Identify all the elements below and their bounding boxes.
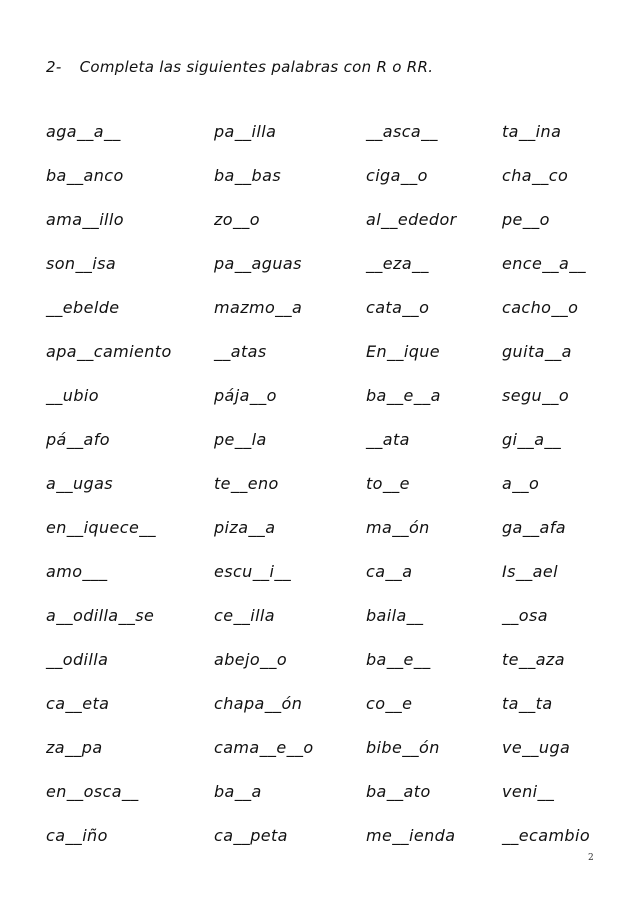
word-item: apa__camiento: [46, 342, 172, 361]
word-item: a__ugas: [46, 474, 114, 493]
word-item: ce__illa: [214, 606, 275, 625]
word-item: veni__: [502, 782, 555, 801]
word-item: ba__e__: [366, 650, 431, 669]
word-item: co__e: [366, 694, 413, 713]
word-item: __atas: [214, 342, 267, 361]
word-item: ga__afa: [502, 518, 567, 537]
word-item: en__osca__: [46, 782, 139, 801]
word-item: pa__aguas: [214, 254, 302, 273]
word-item: son__isa: [46, 254, 117, 273]
word-item: escu__i__: [214, 562, 292, 581]
word-item: ca__a: [366, 562, 413, 581]
word-item: En__ique: [366, 342, 441, 361]
word-item: ba__a: [214, 782, 262, 801]
word-item: ca__peta: [214, 826, 288, 845]
word-item: za__pa: [46, 738, 103, 757]
word-item: cata__o: [366, 298, 430, 317]
word-item: gi__a__: [502, 430, 562, 449]
word-item: aga__a__: [46, 122, 121, 141]
word-item: ama__illo: [46, 210, 124, 229]
word-item: ma__ón: [366, 518, 430, 537]
word-row: [0, 338, 638, 366]
word-item: cha__co: [502, 166, 569, 185]
word-row: [0, 734, 638, 762]
word-item: __eza__: [366, 254, 429, 273]
word-item: __ebelde: [46, 298, 120, 317]
exercise-instruction-text: Completa las siguientes palabras con R o RR.: [79, 58, 434, 76]
word-row: [0, 558, 638, 586]
word-item: __ata: [366, 430, 410, 449]
word-item: __ecambio: [502, 826, 591, 845]
word-item: ba__anco: [46, 166, 124, 185]
word-row: [0, 162, 638, 190]
word-row: [0, 118, 638, 146]
word-item: me__ienda: [366, 826, 456, 845]
word-item: ba__bas: [214, 166, 282, 185]
word-item: chapa__ón: [214, 694, 303, 713]
word-item: amo___: [46, 562, 108, 581]
word-row: [0, 250, 638, 278]
word-item: cama__e__o: [214, 738, 314, 757]
word-row: [0, 690, 638, 718]
word-item: pa__illa: [214, 122, 277, 141]
word-item: en__iquece__: [46, 518, 157, 537]
word-item: ca__eta: [46, 694, 110, 713]
page-number: 2: [588, 853, 594, 863]
word-row: [0, 294, 638, 322]
word-row: [0, 646, 638, 674]
word-item: bibe__ón: [366, 738, 440, 757]
word-row: [0, 822, 638, 850]
word-item: ta__ta: [502, 694, 553, 713]
word-item: al__ededor: [366, 210, 457, 229]
word-item: te__aza: [502, 650, 565, 669]
word-item: ciga__o: [366, 166, 428, 185]
word-item: cacho__o: [502, 298, 579, 317]
word-row: [0, 426, 638, 454]
word-row: [0, 206, 638, 234]
word-item: pája__o: [214, 386, 277, 405]
word-item: zo__o: [214, 210, 260, 229]
word-row: [0, 778, 638, 806]
word-item: segu__o: [502, 386, 570, 405]
word-item: ba__ato: [366, 782, 431, 801]
word-item: ba__e__a: [366, 386, 441, 405]
word-row: [0, 382, 638, 410]
word-item: te__eno: [214, 474, 279, 493]
exercise-number: 2-: [46, 58, 62, 76]
word-item: __asca__: [366, 122, 438, 141]
word-item: pe__la: [214, 430, 267, 449]
word-item: ca__iño: [46, 826, 108, 845]
word-item: a__odilla__se: [46, 606, 155, 625]
word-item: __osa: [502, 606, 548, 625]
word-row: [0, 514, 638, 542]
word-row: [0, 470, 638, 498]
word-item: mazmo__a: [214, 298, 303, 317]
word-item: pá__afo: [46, 430, 110, 449]
word-item: a__o: [502, 474, 540, 493]
word-item: baila__: [366, 606, 424, 625]
word-item: ence__a__: [502, 254, 587, 273]
word-item: piza__a: [214, 518, 276, 537]
word-item: to__e: [366, 474, 410, 493]
word-item: ta__ina: [502, 122, 562, 141]
word-item: ve__uga: [502, 738, 571, 757]
word-item: guita__a: [502, 342, 572, 361]
word-item: pe__o: [502, 210, 550, 229]
word-item: __odilla: [46, 650, 109, 669]
word-row: [0, 602, 638, 630]
word-item: __ubio: [46, 386, 99, 405]
word-item: Is__ael: [502, 562, 558, 581]
word-item: abejo__o: [214, 650, 288, 669]
